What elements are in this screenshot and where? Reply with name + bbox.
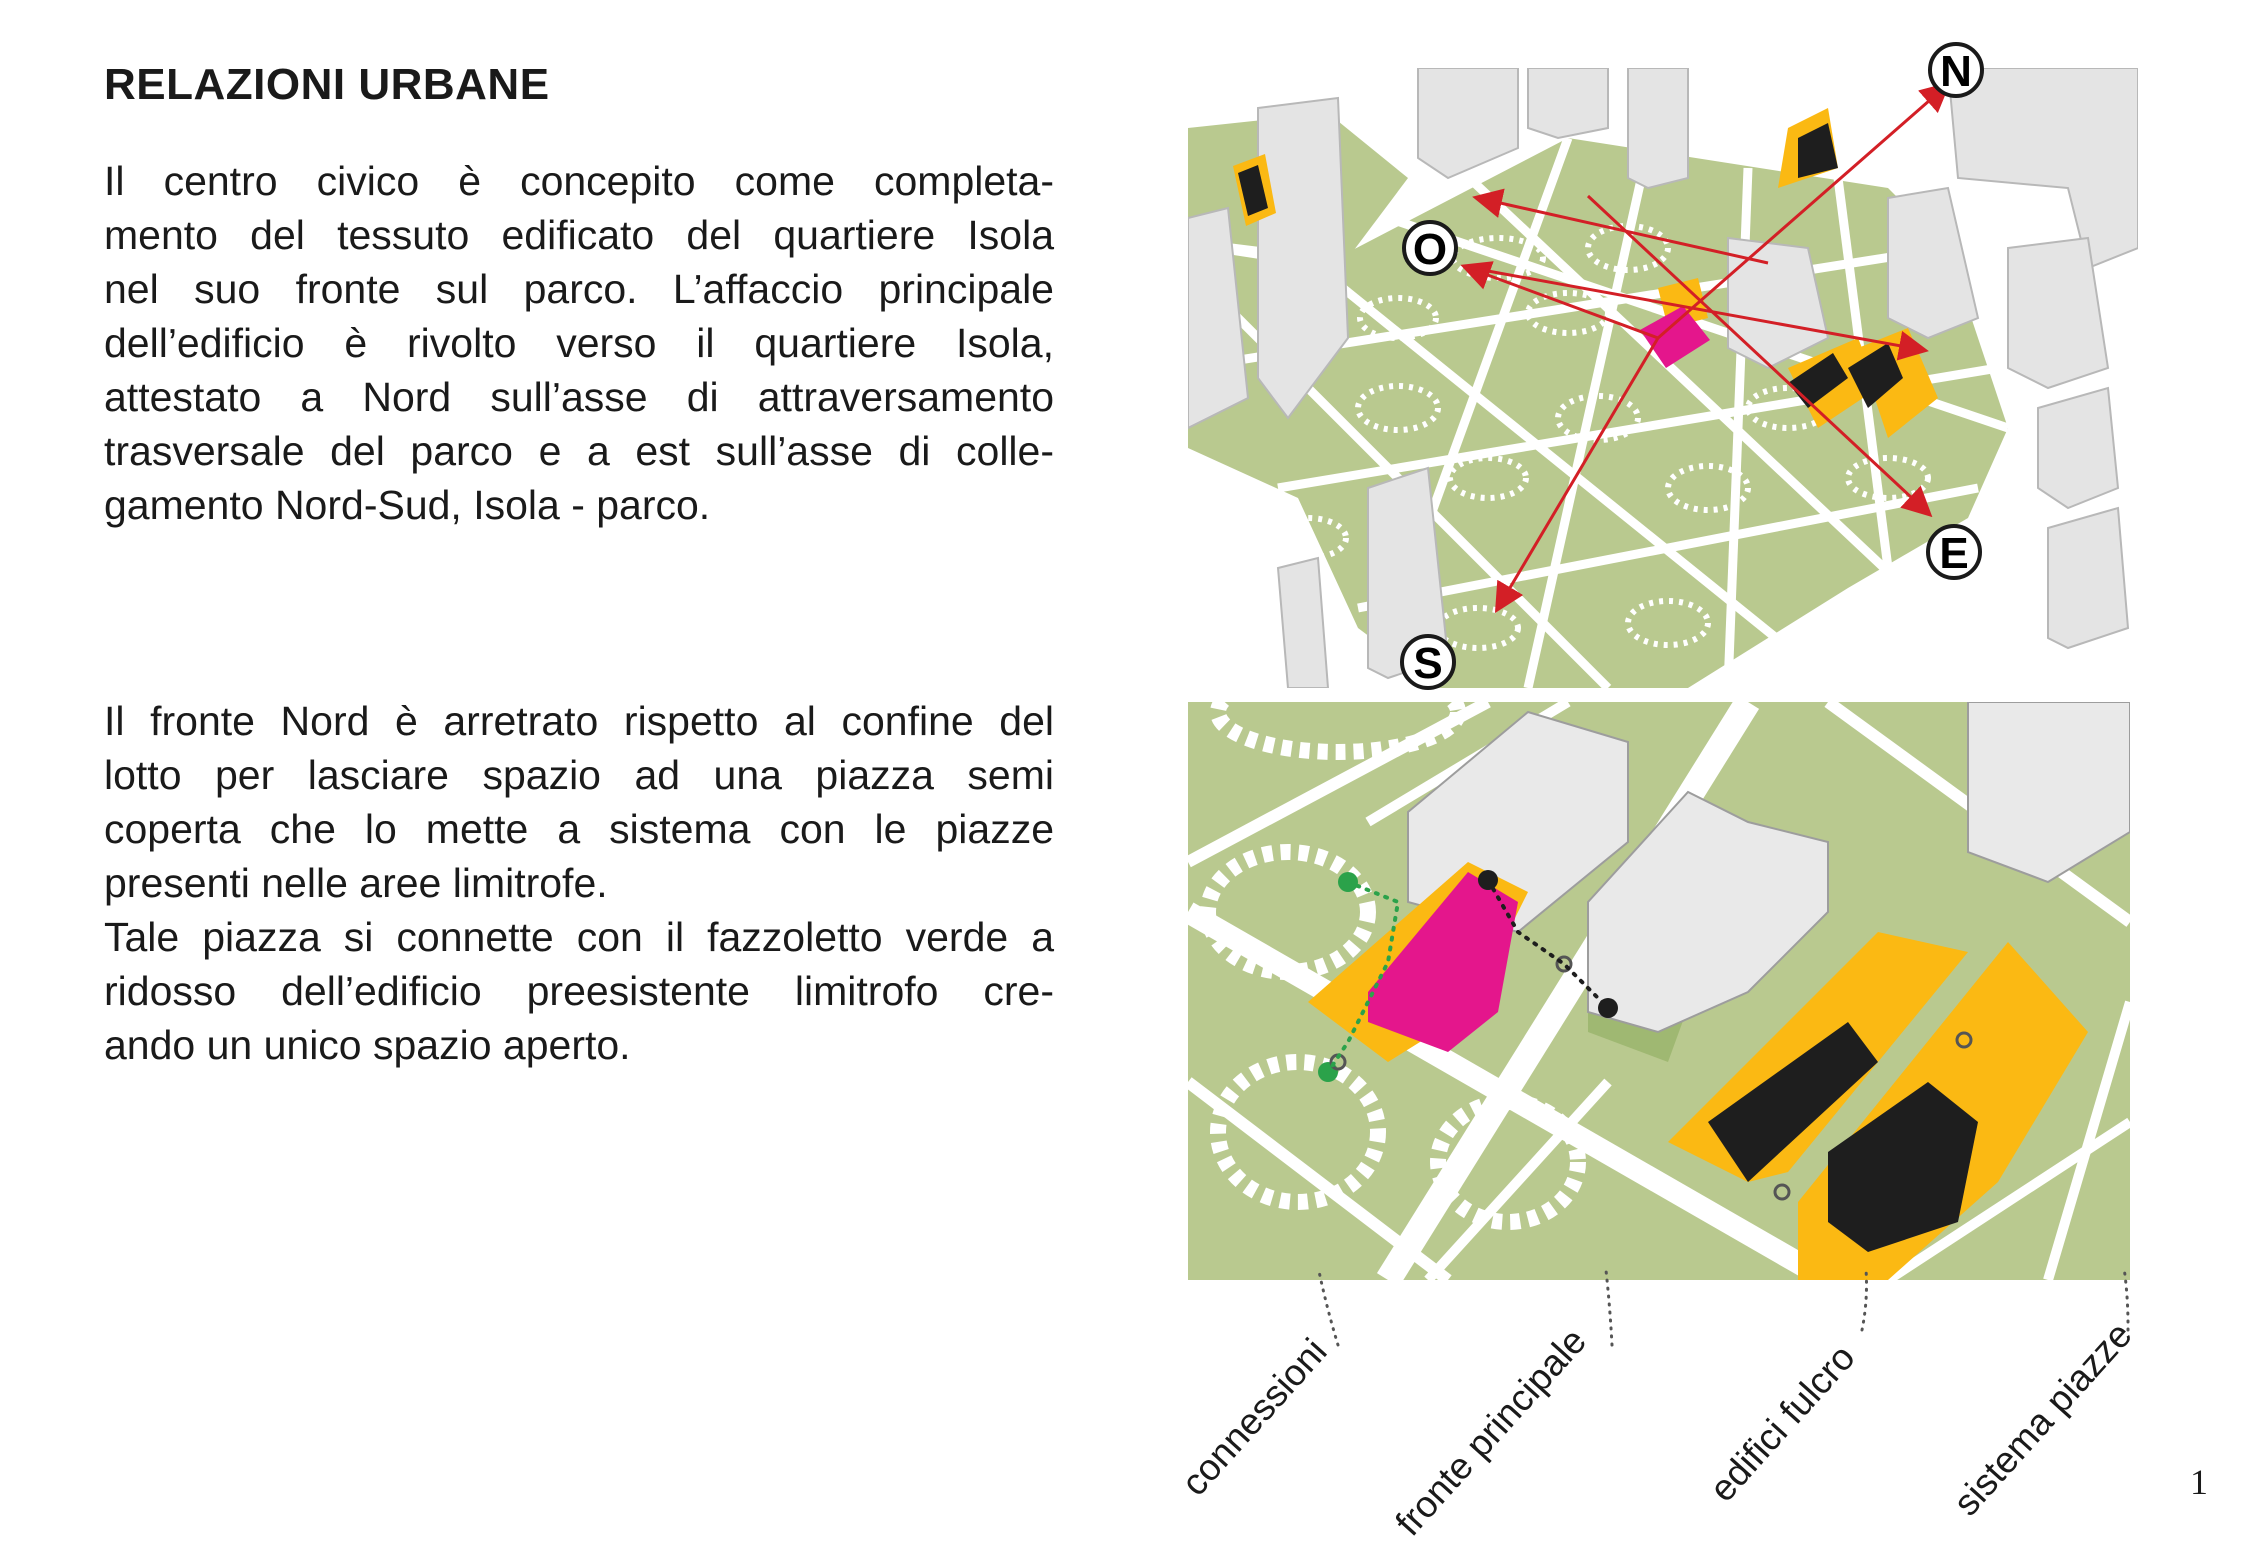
compass-west bbox=[1404, 222, 1456, 274]
south-label: S bbox=[1413, 639, 1443, 688]
text-line: Il fronte Nord è arretrato rispetto al confine del bbox=[104, 698, 1054, 744]
legend-leaders bbox=[1300, 1270, 2128, 1345]
text-line: mento del tessuto edificato del quartiere Isola bbox=[104, 212, 1054, 258]
west-label: O bbox=[1412, 225, 1448, 274]
text-line: coperta che lo mette a sistema con le piazze bbox=[104, 806, 1054, 852]
text-line: presenti nelle aree limitrofe. bbox=[104, 860, 608, 906]
text-line: ridosso dell’edificio preesistente limitrofo cre- bbox=[104, 968, 1054, 1014]
east-label: E bbox=[1939, 529, 1969, 578]
compass-overlay bbox=[0, 0, 2260, 700]
compass-south bbox=[1402, 636, 1454, 688]
text-line: gamento Nord-Sud, Isola - parco. bbox=[104, 482, 711, 528]
site-detail-map bbox=[1188, 702, 2130, 1280]
compass-east bbox=[1928, 526, 1980, 578]
text-line: Tale piazza si connette con il fazzoletto verde a bbox=[104, 914, 1054, 960]
compass-north bbox=[1930, 44, 1982, 96]
text-line: ando un unico spazio aperto. bbox=[104, 1022, 631, 1068]
text-line: Il centro civico è concepito come completa- bbox=[104, 158, 1054, 204]
page-title: RELAZIONI URBANE bbox=[104, 60, 550, 109]
legend-pivot-buildings: edifici fulcro bbox=[1701, 1336, 1863, 1510]
legend bbox=[1150, 1270, 2200, 1550]
text-line: nel suo fronte sul parco. L’affaccio principale bbox=[104, 266, 1054, 312]
legend-main-front: fronte principale bbox=[1387, 1320, 1595, 1544]
page-number: 1 bbox=[2190, 1462, 2208, 1502]
text-line: dell’edificio è rivolto verso il quartiere Isola, bbox=[104, 320, 1054, 366]
text-line: attestato a Nord sull’asse di attraversamento bbox=[104, 374, 1054, 420]
legend-square-system: sistema piazze bbox=[1945, 1314, 2140, 1524]
north-front-paragraph bbox=[104, 694, 1054, 1072]
legend-connections: connessioni bbox=[1173, 1330, 1335, 1504]
text-line: trasversale del parco e a est sull’asse di colle- bbox=[104, 428, 1054, 474]
text-line: lotto per lasciare spazio ad una piazza semi bbox=[104, 752, 1054, 798]
north-label: N bbox=[1940, 47, 1972, 96]
